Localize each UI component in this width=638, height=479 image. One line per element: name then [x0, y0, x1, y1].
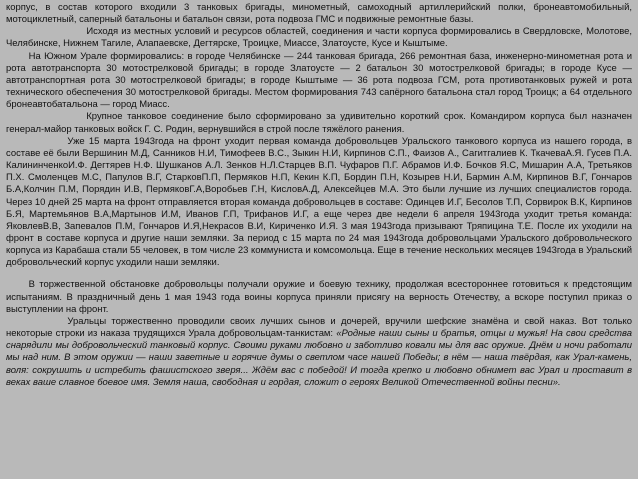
paragraph-commander: Крупное танковое соединение было сформировано за удивительно короткий срок. Командиром корпуса был назначен генерал-майор танковых войск Г. С. Родин, вернувшийся в строй после тяжёлого ранения.: [6, 111, 632, 135]
paragraph-south-urals: На Южном Урале формировались: в городе Челябинске — 244 танковая бригада, 266 ремонтная база, инженерно-минометная рота и рота автотранспорта 30 мотострелковой бригады; в городе Златоусте — 2 батальон 30 мотострелковой бригады; в городе Кусе — автотранспортная рота 30 мотострелковой бригады; в городе Кыштыме — 36 рота подвоза ГСМ, рота противотанковых ружей и рота технического обеспечения 30 мотострелковой бригады. Местом формирования 743 сапёрного батальона стал город Троицк; а 64 отдельного бронеавтобатальона — город Миасс.: [6, 50, 632, 111]
paragraph-mandate: [6, 316, 632, 389]
paragraph-gap: [6, 269, 632, 279]
paragraph-oath: В торжественной обстановке добровольцы получали оружие и боевую технику, продолжая всестороннее готовиться к предстоящим испытаниям. В праздничный день 1 мая 1943 года воины корпуса приняли присягу на верность Отечеству, а вскоре поступил приказ о выступлении на фронт.: [6, 279, 632, 315]
mandate-lead: Уральцы торжественно проводили своих лучших сынов и дочерей, вручили шефские знамёна и свой наказ. Вот только некоторые строки из наказа трудящихся Урала добровольцам-танкистам:: [6, 315, 632, 340]
paragraph-corps-composition: корпус, в состав которого входили 3 танковых бригады, минометный, самоходный артиллерийский полки, бронеавтомобильный, мотоциклетный, саперный батальоны и батальон связи, рота подвоза ГМС и подвижные ремонтные базы.: [6, 2, 632, 26]
paragraph-volunteers: Уже 15 марта 1943года на фронт уходит первая команда добровольцев Уральского танкового корпуса из нашего города, в составе её были Вершинин М.Д, Санников Н.И, Тимофеев В.С., Зыкин Н.И, Кирпинов С.П., Фаизов А., Сагитгалиев К. ТкачеваА.Я. Гусев П.А. КалининченкоИ.Ф. Дегтярев Н.Ф. Шушканов А.Л. Зенков Н.Л.Старцев В.П. Чуфаров П.Г. Абрамов И.Ф. Бочков Я.С, Мишарин А.А, Третьяков П.Х. Смоленцев М.С, Папулов В.Г, СтарковП.П, Пермяков Н.П, Кекин К.П, Бордин П.Н, Козырев Н.И, Бармин А.М, Кирпинов В.Г, Гончаров Б.А,Колчин П.М, Порядин И.В, ПермяковГ.А,Воробьев Г.Н, КисловА.Д, Алексейцев М.А. Это были лучшие из лучших специалистов города. Через 10 дней 25 марта на фронт отправляется вторая команда добровольцев в составе: Одинцев И.Г, Бесолов Т.П, Сорвирок В.К, Кирпинов Б.Я, Мартемьянов В.А,Мартынов И.М, Иванов Г.П, Трифанов И.Г, а еще через две недели 6 апреля 1943года уходит третья команда: ЯковлевВ.В, Запевалов П.М, Гончаров И.Я,Некрасов В.И, Кириченко И.Я. 3 мая 1943года призывают Тряпицина Т.Е. После их уходили на фронт в составе корпуса и другие наши земляки. За период с 15 марта по 24 мая 1943года добровольцами Уральского добровольческого корпуса из Карабаша стали 55 человек, в том числе 23 коммуниста и комсомольца. Еще в течение нескольких месяцев 1943года в Уральский добровольческий корпус уходили наши земляки.: [6, 135, 632, 269]
mandate-quote: «Родные наши сыны и братья, отцы и мужья! На свои средства снарядили мы добровольческий танковый корпус. Своими руками любовно и заботливо ковали мы для вас оружие. Днём и ночи работали мы над ним. В этом оружии — наши заветные и горячие думы о светлом часе нашей Победы; в нём — наша твёрдая, как Урал-камень, воля: сокрушить и истребить фашистского зверя... Ждём вас с победой! И тогда крепко и любовно обнимет вас Урал и проставит в веках ваше славное боевое имя. Земля наша, свободная и гордая, сложит о героях Великой Отечественной войны песни».: [6, 328, 632, 388]
paragraph-formation-cities: Исходя из местных условий и ресурсов областей, соединения и части корпуса формировались в Свердловске, Молотове, Челябинске, Нижнем Тагиле, Алапаевске, Дегтярске, Троицке, Миассе, Златоусте, Кусе и Кыштыме.: [6, 26, 632, 50]
